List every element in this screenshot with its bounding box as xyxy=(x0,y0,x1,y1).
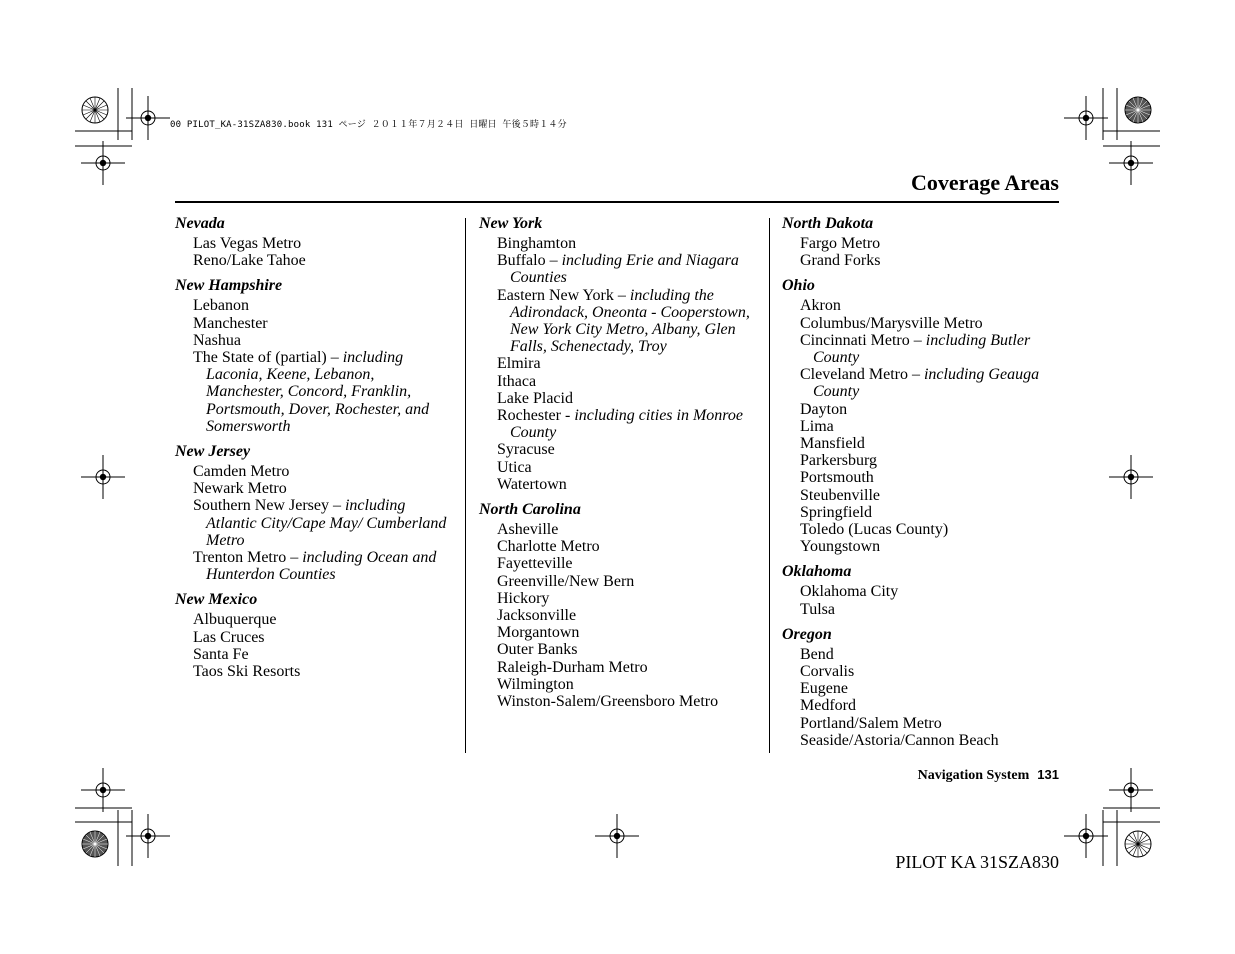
area-name: Raleigh-Durham Metro xyxy=(497,658,648,676)
list-item xyxy=(479,390,759,407)
area-name: Santa Fe xyxy=(193,645,249,663)
area-name: Lima xyxy=(800,417,834,435)
area-note: – including Butler County xyxy=(813,331,1031,367)
list-item xyxy=(479,441,759,458)
list-item xyxy=(175,663,455,680)
area-name: Springfield xyxy=(800,503,872,521)
area-note: – including Erie and Niagara Counties xyxy=(510,252,739,287)
area-name: Utica xyxy=(497,458,532,476)
area-name: Elmira xyxy=(497,355,541,373)
area-note: – including Ocean and Hunterdon Counties xyxy=(206,549,437,584)
list-item xyxy=(782,697,1062,714)
area-name: Outer Banks xyxy=(497,641,578,659)
state-heading: Oregon xyxy=(782,625,832,643)
list-item xyxy=(479,287,759,356)
title-rule xyxy=(175,201,1059,203)
area-name: Nashua xyxy=(193,331,241,349)
city-list xyxy=(175,463,455,583)
list-item xyxy=(479,555,759,572)
column-divider xyxy=(465,218,466,753)
area-name: Watertown xyxy=(497,475,567,493)
list-item xyxy=(782,315,1062,332)
area-name: Dayton xyxy=(800,400,848,418)
area-name: Lebanon xyxy=(193,297,249,315)
state-heading: North Dakota xyxy=(782,215,874,232)
city-list xyxy=(175,611,455,680)
area-name: Taos Ski Resorts xyxy=(193,663,301,681)
area-name: Newark Metro xyxy=(193,480,287,498)
area-name: Portsmouth xyxy=(800,469,874,487)
list-item xyxy=(479,607,759,624)
area-note: – including Laconia, Keene, Lebanon, Manchester, Concord, Franklin, Portsmouth, Dover, Rochester, and Somersworth xyxy=(206,349,430,435)
list-item xyxy=(479,624,759,641)
area-name: Asheville xyxy=(497,521,559,539)
area-name: Las Cruces xyxy=(193,628,265,646)
area-name: Cleveland Metro xyxy=(800,366,908,384)
list-item xyxy=(479,693,759,710)
list-item xyxy=(782,452,1062,469)
list-item xyxy=(782,401,1062,418)
area-note: including cities in Monroe County xyxy=(510,407,744,442)
list-item xyxy=(782,646,1062,663)
list-item xyxy=(479,573,759,590)
area-name: Eugene xyxy=(800,680,848,698)
area-name: Medford xyxy=(800,697,856,715)
area-name: Fayetteville xyxy=(497,555,573,573)
area-name: Charlotte Metro xyxy=(497,538,600,556)
area-name: Eastern New York xyxy=(497,286,614,304)
area-name: Winston-Salem/Greensboro Metro xyxy=(497,693,719,711)
list-item xyxy=(479,459,759,476)
state-heading: Ohio xyxy=(782,277,815,295)
column-3 xyxy=(782,213,1062,749)
area-name: Manchester xyxy=(193,314,268,332)
area-name: Ithaca xyxy=(497,372,537,390)
state-heading: New Jersey xyxy=(175,443,251,461)
area-name: Toledo (Lucas County) xyxy=(800,521,949,539)
area-name: Parkersburg xyxy=(800,452,878,470)
column-divider xyxy=(769,218,770,753)
area-name: Trenton Metro xyxy=(193,549,287,567)
state-heading: Nevada xyxy=(175,215,225,232)
area-name: Oklahoma City xyxy=(800,583,899,601)
state-heading: New Mexico xyxy=(175,591,258,609)
list-item xyxy=(782,252,1062,269)
list-item xyxy=(782,680,1062,697)
list-item xyxy=(175,646,455,663)
column-1 xyxy=(175,213,455,680)
list-item xyxy=(479,521,759,538)
list-item xyxy=(175,349,455,435)
list-item xyxy=(782,235,1062,252)
list-item xyxy=(479,407,759,441)
column-2 xyxy=(479,213,759,710)
state-heading: Oklahoma xyxy=(782,563,852,581)
list-item xyxy=(782,732,1062,749)
list-item xyxy=(175,611,455,628)
area-name: Albuquerque xyxy=(193,611,277,629)
footer-code: PILOT KA 31SZA830 xyxy=(895,852,1059,872)
area-name: Camden Metro xyxy=(193,463,290,481)
city-list xyxy=(175,235,455,269)
area-name: Wilmington xyxy=(497,675,574,693)
area-name: Morgantown xyxy=(497,624,580,642)
list-item xyxy=(479,476,759,493)
area-name: Rochester - xyxy=(497,407,571,425)
area-name: Las Vegas Metro xyxy=(193,235,302,252)
list-item xyxy=(782,583,1062,600)
footer-section: Navigation System xyxy=(917,768,1030,783)
list-item xyxy=(479,252,759,286)
area-name: Reno/Lake Tahoe xyxy=(193,252,306,270)
area-name: Binghamton xyxy=(497,235,577,252)
list-item xyxy=(782,435,1062,452)
area-name: Columbus/Marysville Metro xyxy=(800,314,983,332)
area-name: Lake Placid xyxy=(497,389,573,407)
list-item xyxy=(782,418,1062,435)
footer-label xyxy=(918,767,1059,784)
area-name: Jacksonville xyxy=(497,607,577,625)
list-item xyxy=(479,590,759,607)
area-name: Portland/Salem Metro xyxy=(800,714,942,732)
area-name: Bend xyxy=(800,645,834,663)
area-name: Hickory xyxy=(497,589,550,607)
area-name: Grand Forks xyxy=(800,252,881,270)
list-item xyxy=(479,355,759,372)
list-item xyxy=(175,463,455,480)
list-item xyxy=(175,497,455,549)
area-name: Buffalo xyxy=(497,252,546,270)
area-note: – including Geauga County xyxy=(813,366,1040,401)
area-name: Corvalis xyxy=(800,663,855,681)
list-item xyxy=(479,235,759,252)
list-item xyxy=(782,487,1062,504)
area-name: Fargo Metro xyxy=(800,235,881,252)
list-item xyxy=(175,315,455,332)
list-item xyxy=(175,480,455,497)
area-name: Southern New Jersey xyxy=(193,497,329,515)
list-item xyxy=(175,252,455,269)
list-item xyxy=(479,373,759,390)
area-name: Steubenville xyxy=(800,486,880,504)
area-name: Greenville/New Bern xyxy=(497,572,635,590)
list-item xyxy=(479,641,759,658)
list-item xyxy=(782,663,1062,680)
area-name: Syracuse xyxy=(497,441,555,459)
list-item xyxy=(782,521,1062,538)
list-item xyxy=(782,297,1062,314)
state-heading: North Carolina xyxy=(479,501,581,519)
list-item xyxy=(782,469,1062,486)
list-item xyxy=(782,601,1062,618)
state-heading: New York xyxy=(479,215,543,232)
city-list xyxy=(782,583,1062,617)
city-list xyxy=(782,297,1062,555)
page-number: 131 xyxy=(1037,767,1059,782)
area-name: Cincinnati Metro xyxy=(800,331,910,349)
list-item xyxy=(782,538,1062,555)
list-item xyxy=(782,715,1062,732)
list-item xyxy=(175,549,455,583)
list-item xyxy=(479,659,759,676)
area-name: Akron xyxy=(800,297,841,315)
list-item xyxy=(782,332,1062,366)
state-heading: New Hampshire xyxy=(175,277,283,295)
list-item xyxy=(782,366,1062,400)
city-list xyxy=(782,235,1062,269)
area-name: Youngstown xyxy=(800,538,881,556)
list-item xyxy=(782,504,1062,521)
city-list xyxy=(175,297,455,435)
area-name: Seaside/Astoria/Cannon Beach xyxy=(800,731,999,749)
list-item xyxy=(479,538,759,555)
area-name: The State of (partial) xyxy=(193,349,327,367)
list-item xyxy=(175,235,455,252)
area-note: – including the Adirondack, Oneonta - Cooperstown, New York City Metro, Albany, Glen Falls, Schenectady, Troy xyxy=(510,286,750,356)
page-title: Coverage Areas xyxy=(910,170,1059,195)
list-item xyxy=(175,332,455,349)
list-item xyxy=(175,297,455,314)
city-list xyxy=(479,235,759,493)
area-name: Tulsa xyxy=(800,600,835,618)
city-list xyxy=(782,646,1062,749)
list-item xyxy=(175,629,455,646)
city-list xyxy=(479,521,759,710)
print-header: 00 PILOT_KA-31SZA830.book 131 ページ ２０１１年７月２４日 日曜日 午後５時１４分 xyxy=(170,120,567,130)
area-name: Mansfield xyxy=(800,435,865,453)
area-note: – including Atlantic City/Cape May/ Cumberland Metro xyxy=(206,497,447,549)
list-item xyxy=(479,676,759,693)
